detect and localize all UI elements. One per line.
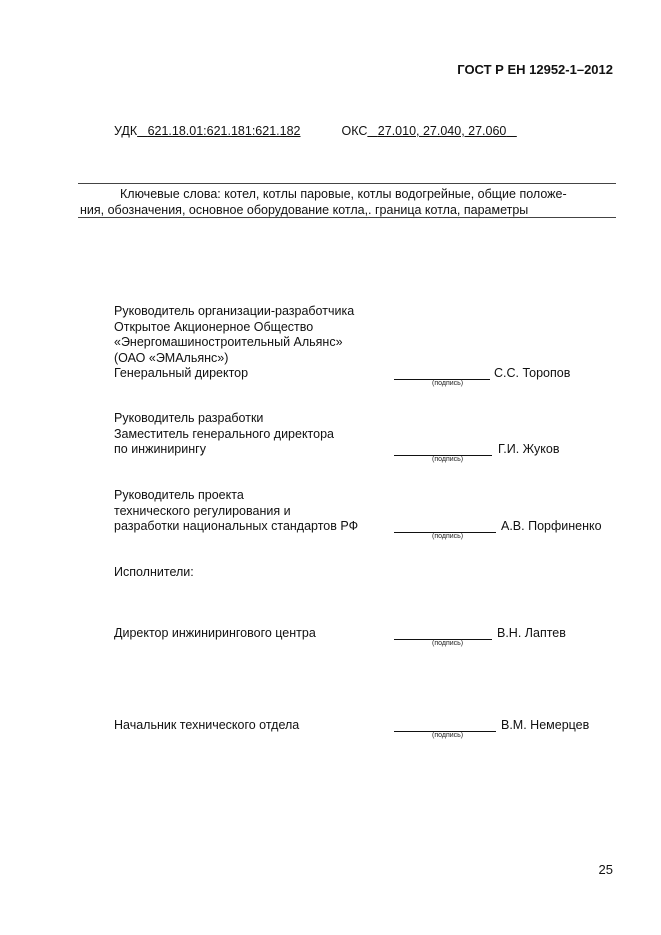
executor-name: В.Н. Лаптев <box>497 626 566 640</box>
signatory-2-line: Заместитель генерального директора <box>114 426 335 441</box>
signature-caption: (подпись) <box>432 640 464 647</box>
keywords-top-rule <box>78 183 616 184</box>
signature-line <box>394 626 492 640</box>
signatory-3-line: технического регулирования и <box>114 503 291 518</box>
signatory-1-line: Генеральный директор <box>114 366 249 380</box>
signatory-block-3 <box>114 488 358 535</box>
signatory-3-line: Руководитель проекта <box>114 488 244 502</box>
signatory-1-line: (ОАО «ЭМАльянс») <box>114 350 229 365</box>
signature-caption: (подпись) <box>432 533 464 540</box>
oks-label: ОКС <box>341 124 368 138</box>
signatory-name: А.В. Порфиненко <box>501 519 602 533</box>
signature-line <box>394 442 492 456</box>
signature-caption: (подпись) <box>432 456 464 463</box>
keywords-line-2: ния, обозначения, основное оборудование котла,. граница котла, параметры <box>80 203 529 217</box>
classification-codes <box>114 124 517 138</box>
signature-line <box>394 366 490 380</box>
document-code: ГОСТ Р ЕН 12952-1–2012 <box>457 62 613 77</box>
oks-value: 27.010, 27.040, 27.060 <box>377 124 507 138</box>
signatory-1-line: «Энергомашиностроительный Альянс» <box>114 335 343 349</box>
keywords-bottom-rule <box>78 217 616 218</box>
udk-label: УДК <box>114 124 138 138</box>
signatory-block-2 <box>114 411 334 458</box>
udk-value: 621.18.01:621.181:621.182 <box>147 124 301 138</box>
executor-1-title: Директор инжинирингового центра <box>114 626 316 640</box>
signatory-3-line: разработки национальных стандартов РФ <box>114 519 359 533</box>
signatory-2-line: по инжинирингу <box>114 442 206 456</box>
executors-heading: Исполнители: <box>114 565 194 579</box>
keywords-paragraph <box>80 186 614 218</box>
signatory-2-line: Руководитель разработки <box>114 411 264 425</box>
signatory-block-1 <box>114 304 354 382</box>
keywords-line-1: Ключевые слова: котел, котлы паровые, котлы водогрейные, общие положе- <box>120 187 567 201</box>
page-number: 25 <box>598 862 613 877</box>
signatory-name: С.С. Торопов <box>494 366 571 380</box>
signatory-1-line: Открытое Акционерное Общество <box>114 319 314 334</box>
signature-line <box>394 519 496 533</box>
signature-caption: (подпись) <box>432 732 464 739</box>
signature-caption: (подпись) <box>432 380 464 387</box>
signatory-name: Г.И. Жуков <box>498 442 560 456</box>
executor-name: В.М. Немерцев <box>501 718 590 732</box>
executor-2-title: Начальник технического отдела <box>114 718 300 732</box>
signatory-1-line: Руководитель организации-разработчика <box>114 304 355 318</box>
signature-line <box>394 718 496 732</box>
